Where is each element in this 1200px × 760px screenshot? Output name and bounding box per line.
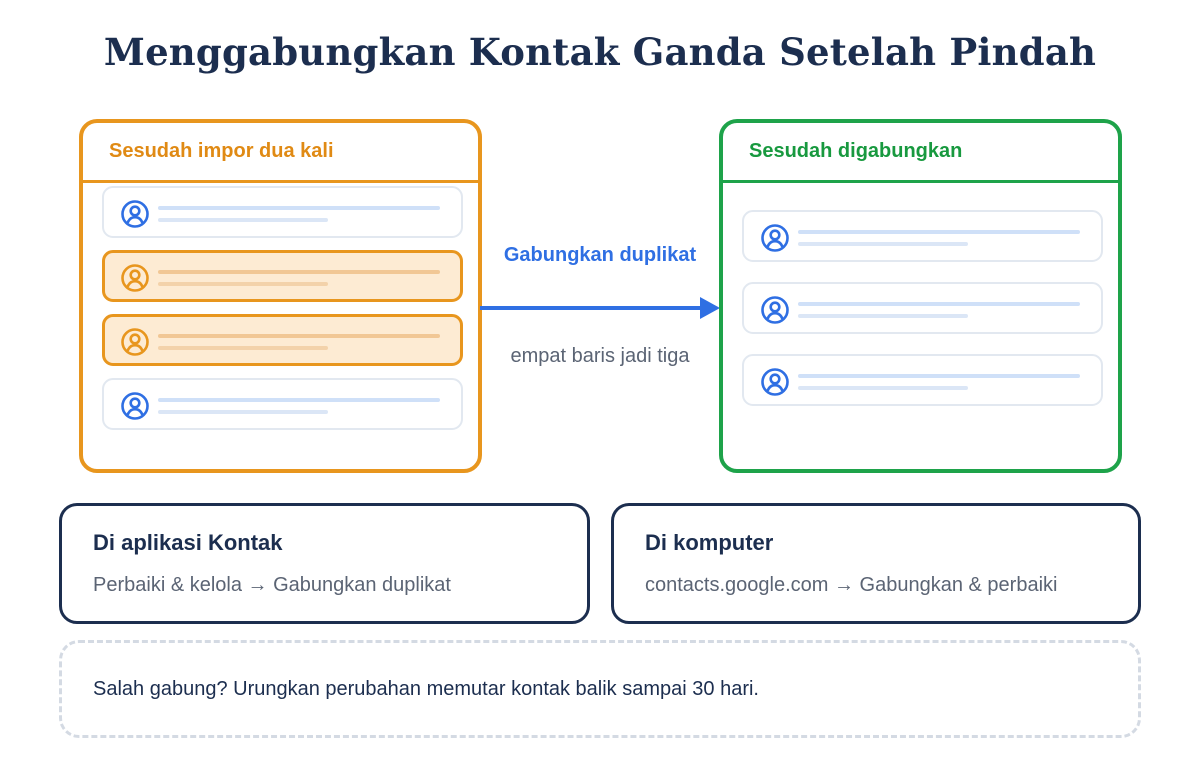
contact-name-placeholder: [798, 374, 1080, 378]
before-contact-card: [102, 378, 463, 430]
contact-detail-placeholder: [158, 346, 328, 350]
computer-instructions-title: Di komputer: [645, 530, 774, 555]
contact-name-placeholder: [158, 270, 440, 274]
undo-note-text: Salah gabung? Urungkan perubahan memutar kontak balik sampai 30 hari.: [93, 677, 759, 700]
contact-name-placeholder: [158, 206, 440, 210]
person-icon: [120, 391, 150, 421]
computer-instructions-text: contacts.google.com → Gabungkan & perbaiki: [645, 574, 1058, 596]
contact-name-placeholder: [158, 334, 440, 338]
contact-name-placeholder: [158, 398, 440, 402]
before-panel: [79, 119, 482, 473]
after-contact-card: [742, 282, 1103, 334]
page-title: Menggabungkan Kontak Ganda Setelah Pindah: [103, 30, 1097, 74]
contact-detail-placeholder: [798, 386, 968, 390]
contact-detail-placeholder: [158, 282, 328, 286]
before-contact-card: [102, 186, 463, 238]
after-contact-card: [742, 354, 1103, 406]
person-icon: [120, 327, 150, 357]
after-panel-title: Sesudah digabungkan: [723, 123, 1118, 183]
merge-label: Gabungkan duplikat: [503, 244, 697, 266]
before-duplicate-contact-card: [102, 250, 463, 302]
contact-detail-placeholder: [158, 410, 328, 414]
merge-sublabel: empat baris jadi tiga: [510, 345, 690, 367]
contact-detail-placeholder: [798, 242, 968, 246]
app-instructions-text: Perbaiki & kelola → Gabungkan duplikat: [93, 574, 451, 596]
after-contact-card: [742, 210, 1103, 262]
person-icon: [120, 199, 150, 229]
contact-name-placeholder: [798, 302, 1080, 306]
app-instructions-title: Di aplikasi Kontak: [93, 530, 283, 555]
after-panel: [719, 119, 1122, 473]
computer-instructions-card: [611, 503, 1141, 624]
merge-arrow-icon: [476, 290, 726, 330]
undo-note: [59, 640, 1141, 738]
before-panel-title: Sesudah impor dua kali: [83, 123, 478, 183]
app-instructions-card: [59, 503, 590, 624]
contact-detail-placeholder: [798, 314, 968, 318]
person-icon: [760, 295, 790, 325]
person-icon: [760, 367, 790, 397]
person-icon: [760, 223, 790, 253]
person-icon: [120, 263, 150, 293]
contact-name-placeholder: [798, 230, 1080, 234]
before-duplicate-contact-card: [102, 314, 463, 366]
contact-detail-placeholder: [158, 218, 328, 222]
